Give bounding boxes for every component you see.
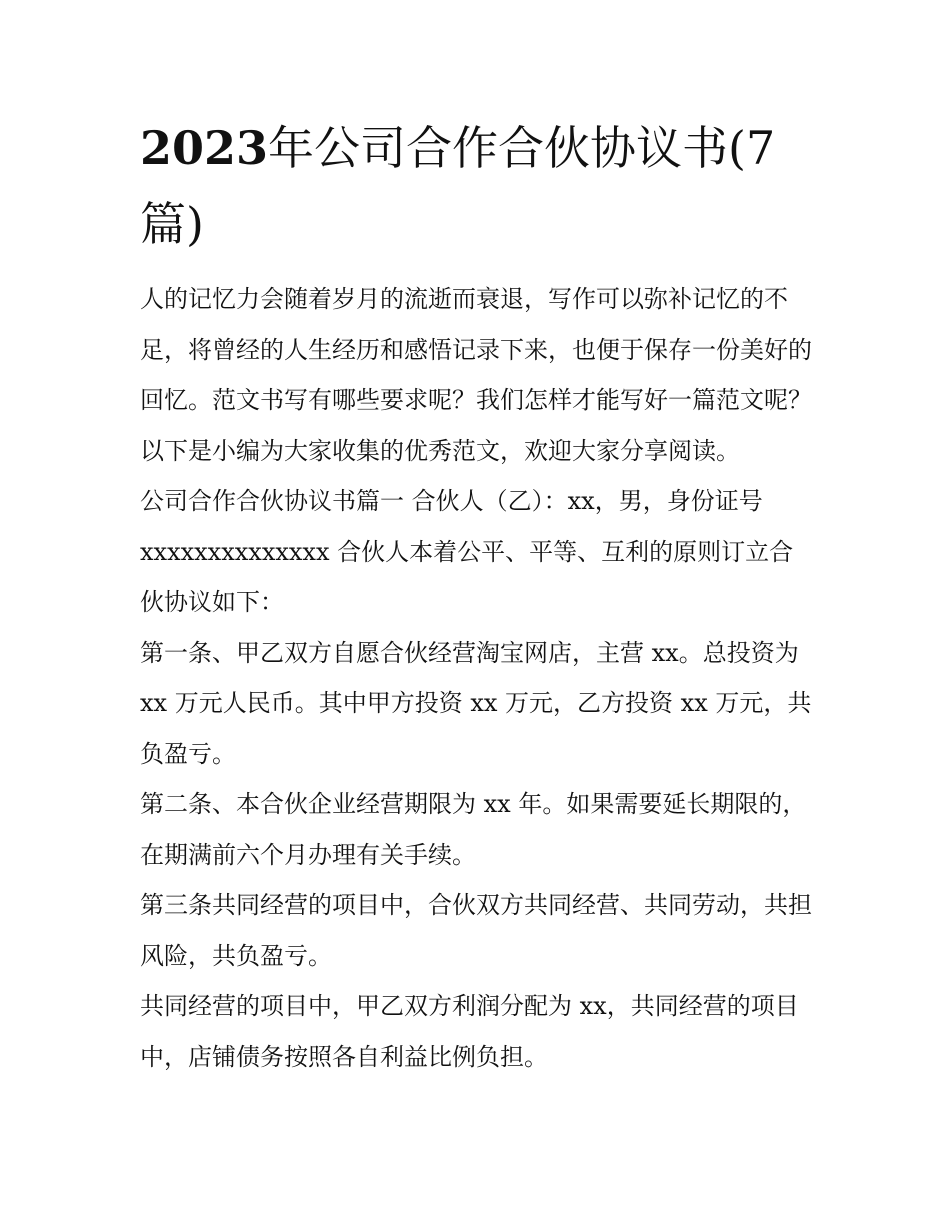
- document-body: [140, 274, 812, 1082]
- paragraph-article-3: 第三条共同经营的项目中，合伙双方共同经营、共同劳动，共担风险，共负盈亏。: [140, 891, 812, 970]
- paragraph-article-1: 第一条、甲乙双方自愿合伙经营淘宝网店，主营 xx。总投资为 xx 万元人民币。其中甲方投资 xx 万元，乙方投资 xx 万元，共负盈亏。: [140, 638, 812, 768]
- paragraph-profit-distribution: 共同经营的项目中，甲乙双方利润分配为 xx，共同经营的项目中，店铺债务按照各自利益比例负担。: [140, 992, 799, 1071]
- paragraph-intro: 人的记忆力会随着岁月的流逝而衰退，写作可以弥补记忆的不足，将曾经的人生经历和感悟记录下来，也便于保存一份美好的回忆。范文书写有哪些要求呢？我们怎样才能写好一篇范文呢？以下是小编为大家收集的优秀范文，欢迎大家分享阅读。: [140, 285, 812, 465]
- document-content: [140, 110, 812, 1082]
- document-title: [140, 110, 812, 262]
- paragraph-article-2: 第二条、本合伙企业经营期限为 xx 年。如果需要延长期限的，在期满前六个月办理有关手续。: [140, 790, 807, 869]
- title-year: 2023: [140, 121, 269, 175]
- paragraph-partner-info: 公司合作合伙协议书篇一 合伙人（乙）：xx，男，身份证号xxxxxxxxxxxxxx 合伙人本着公平、平等、互利的原则订立合伙协议如下：: [140, 487, 794, 616]
- title-text: 年公司合作合伙协议书(7篇): [140, 121, 776, 251]
